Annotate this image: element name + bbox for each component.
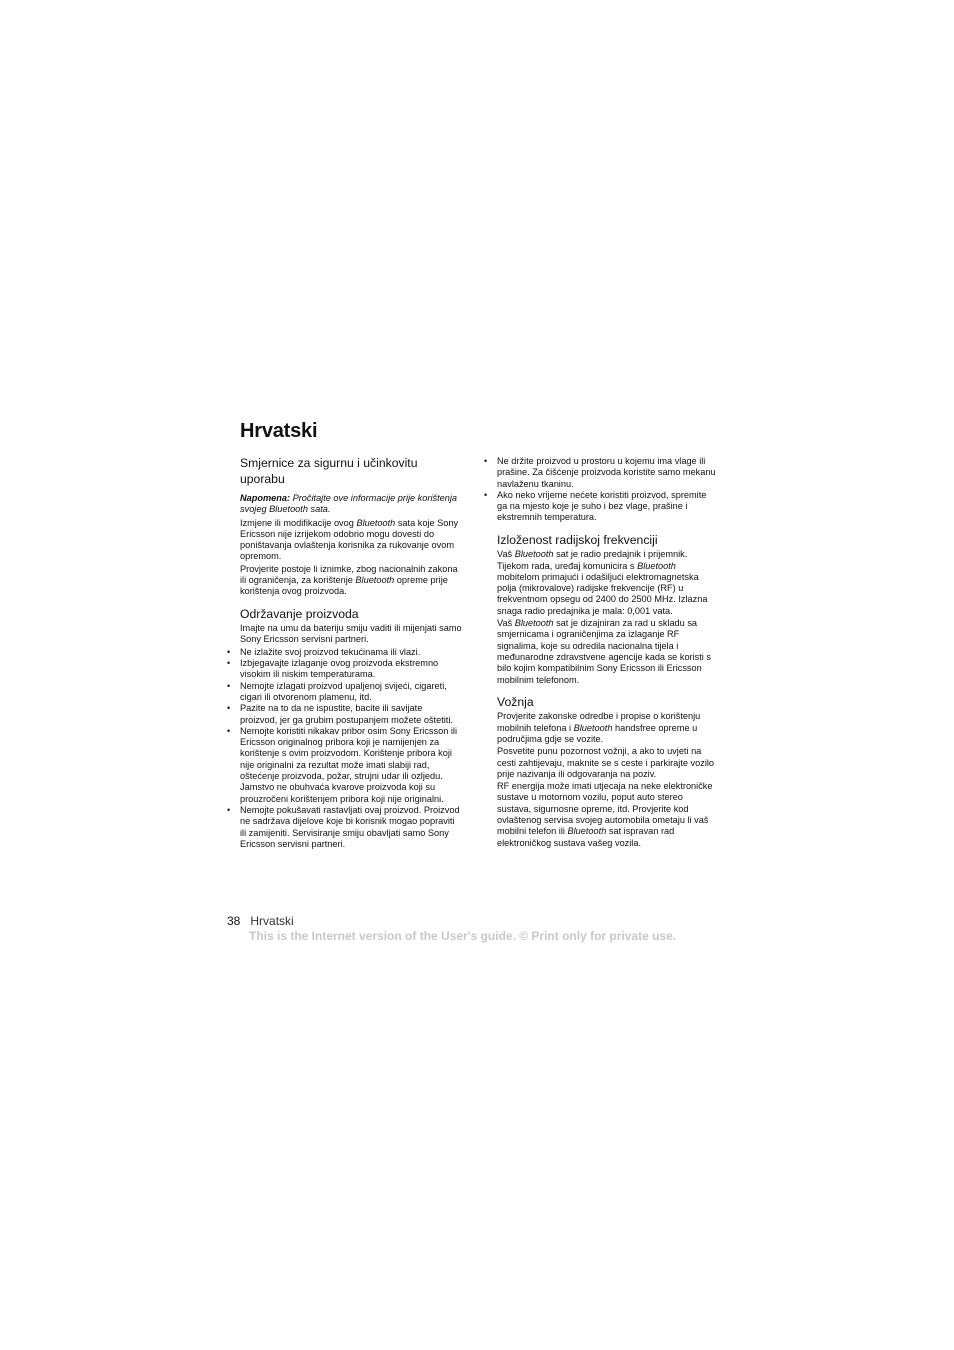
rf1-bluetooth: Bluetooth (514, 549, 554, 560)
note-paragraph (240, 493, 462, 516)
section-heading-rf-exposure: Izloženost radijskoj frekvenciji (497, 532, 658, 547)
list-item: • Ne izlažite svoj proizvod tekućinama ili vlazi. (240, 647, 462, 658)
note-bluetooth: Bluetooth (269, 504, 308, 515)
watermark-notice: This is the Internet version of the User's guide. © Print only for private use. (249, 929, 677, 943)
rf2-bluetooth: Bluetooth (514, 618, 554, 629)
left-column (240, 456, 462, 850)
rf1-bluetooth-2: Bluetooth (637, 560, 676, 571)
list-item: • Nemojte pokušavati rastavljati ovaj proizvod. Proizvod ne sadržava dijelove koje bi korisnik mogao popraviti ili zamijeniti. Servisiranje smiju obavljati samo Sony Ericsson servisni partneri. (240, 805, 462, 850)
rf1-text-mid: sat je radio predajnik i prijemnik. Tijekom rada, uređaj komunicira s (497, 549, 688, 571)
list-item: • Izbjegavajte izlaganje ovog proizvoda ekstremno visokim ili niskim temperaturama. (240, 658, 462, 681)
page-footer (227, 914, 294, 928)
rf1-text-end: mobitelom primajući i odašiljući elektromagnetska polja (mikrovalove) radijske frekvencije (RF) u frekventnom opsegu od 2400 do 2500 MHz. Izlazna snaga radio predajnika je mala: 0,001 vata. (497, 571, 708, 616)
section-heading-driving: Vožnja (497, 694, 534, 709)
right-column (497, 456, 719, 850)
rf1-text: Vaš (497, 549, 515, 560)
section-heading-safety: Smjernice za sigurnu i učinkovitu uporabu (240, 456, 418, 486)
note-label: Napomena: (240, 493, 291, 503)
v3-bluetooth: Bluetooth (567, 826, 607, 837)
list-item: • Nemojte koristiti nikakav pribor osim Sony Ericsson ili Ericsson originalnog pribora koji je namijenjen za korištenje s ovim proizvodom. Korištenje pribora koji nije originalni za rezultat može imati slabiji rad, oštećenje proizvoda, požar, strujni udar ili ozljedu. Jamstvo ne obuhvaća kvarove proizvoda koji su prouzročeni korištenjem pribora koji nije originalni. (240, 726, 462, 805)
list-item: • Pazite na to da ne ispustite, bacite ili savijate proizvod, jer ga grubim postupanjem možete oštetiti. (240, 703, 462, 726)
v3-text-end: sat ispravan rad elektroničkog sustava vašeg vozila. (497, 826, 675, 848)
section-heading-maintenance: Održavanje proizvoda (240, 606, 359, 621)
paragraph-battery: Imajte na umu da bateriju smiju vaditi ili mijenjati samo Sony Ericsson servisni partneri. (240, 623, 462, 645)
paragraph-driving-1 (497, 711, 719, 745)
paragraph-exceptions (240, 564, 462, 598)
maintenance-list-continued (497, 456, 719, 524)
list-item: • Ne držite proizvod u prostoru u kojemu ima vlage ili prašine. Za čišćenje proizvoda koristite samo mekanu navlaženu tkaninu. (497, 456, 719, 490)
p1-bluetooth: Bluetooth (356, 517, 396, 528)
v1-text: Provjerite zakonske odredbe i propise o korištenju mobilnih telefona i (497, 711, 701, 733)
maintenance-list (240, 647, 462, 850)
p2-text: Provjerite postoje li iznimke, zbog nacionalnih zakona ili ograničenja, za korištenje (240, 563, 458, 586)
list-item: • Nemojte izlagati proizvod upaljenoj svijeći, cigareti, cigari ili otvorenom plamenu, itd. (240, 681, 462, 704)
list-item: • Ako neko vrijeme nećete koristiti proizvod, spremite ga na mjesto koje je suho i bez vlage, prašine i ekstremnih temperatura. (497, 490, 719, 524)
rf2-text: Vaš (497, 618, 515, 629)
v1-bluetooth: Bluetooth (573, 722, 613, 733)
p2-text-end: opreme prije korištenja ovog proizvoda. (240, 575, 448, 597)
p2-bluetooth: Bluetooth (355, 575, 395, 586)
p1-text-end: sata koje Sony Ericsson nije izrijekom odobrio mogu dovesti do poništavanja ovlaštenja korisnika za rukovanje ovom opremom. (240, 517, 459, 562)
paragraph-driving-2: Posvetite punu pozornost vožnji, a ako to uvjeti na cesti zahtijevaju, maknite se s ceste i parkirajte vozilo prije nazivanja ili odgovaranja na poziv. (497, 746, 715, 779)
page-title: Hrvatski (240, 420, 318, 442)
page-number: 38 (227, 914, 241, 928)
v3-text: RF energija može imati utjecaja na neke elektroničke sustave u motornom vozilu, poput auto stereo sustava, sigurnosne opreme, itd. Provjerite kod ovlaštenog servisa svojeg automobila ometaju li vaš mobilni telefon ili (497, 781, 713, 837)
paragraph-rf-1 (497, 549, 719, 617)
note-text: Pročitajte ove informacije prije korištenja svojeg (240, 493, 458, 515)
footer-section-label: Hrvatski (250, 914, 294, 928)
rf2-text-end: sat je dizajniran za rad u skladu sa smjernicama i ograničenjima za izlaganje RF signalima, koje su odredila nacionalna tijela i međunarodne zdravstvene agencije kada se koristi s bilo kojim kompatibilnim Sony Ericsson ili Ericsson mobilnim telefonom. (497, 618, 711, 685)
paragraph-modifications (240, 518, 462, 563)
paragraph-rf-2 (497, 618, 719, 686)
v1-text-end: handsfree opreme u područjima gdje se vozite. (497, 722, 698, 744)
note-text-end: sata. (307, 504, 331, 515)
p1-text: Izmjene ili modifikacije ovog (240, 517, 357, 528)
paragraph-driving-3 (497, 781, 719, 849)
